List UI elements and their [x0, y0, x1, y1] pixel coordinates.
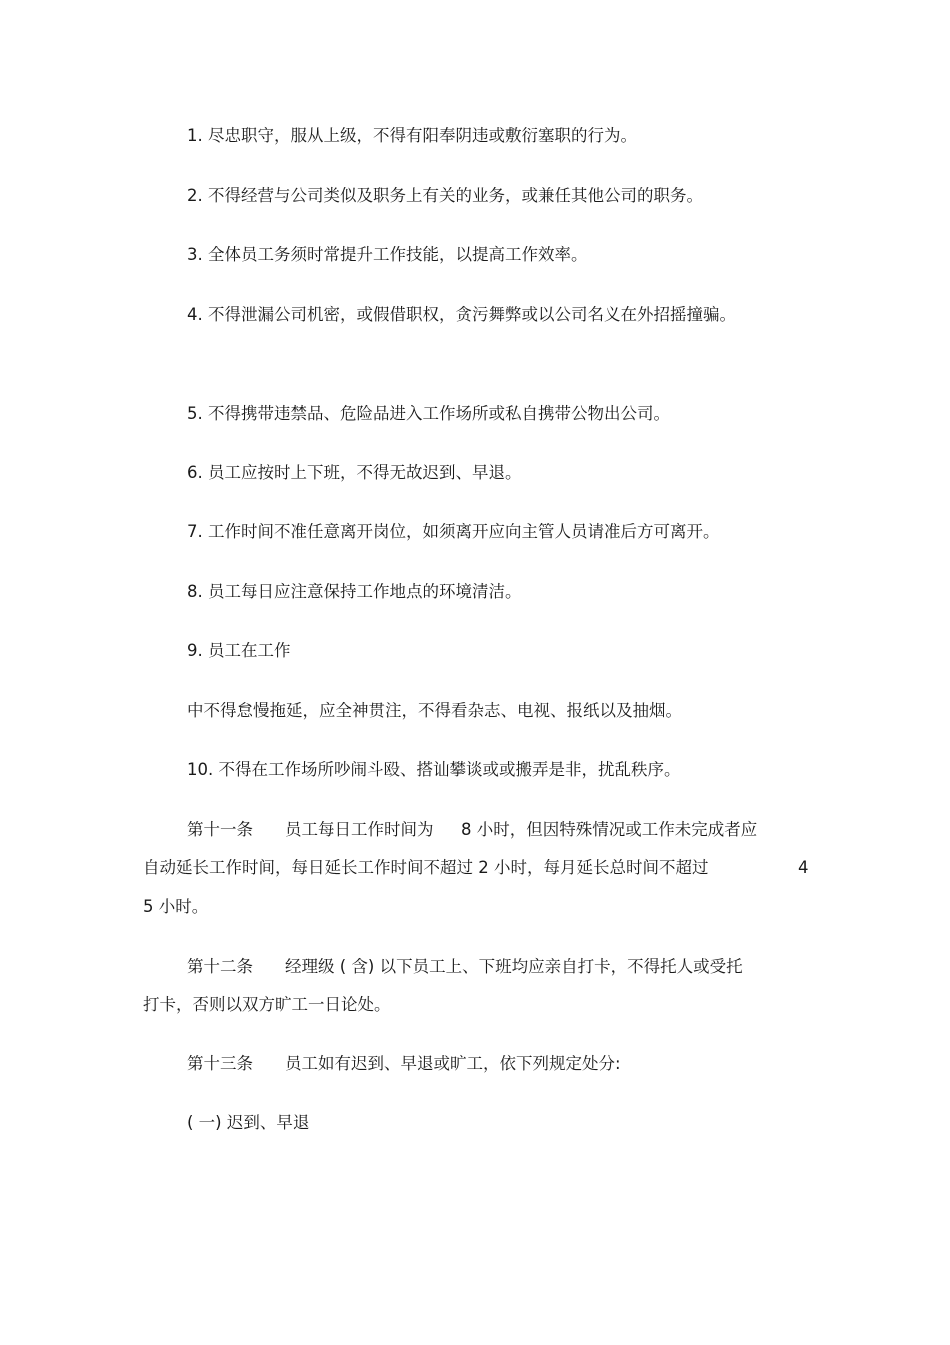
rule-9-continued: 中不得怠慢拖延，应全神贯注，不得看杂志、电视、报纸以及抽烟。 [187, 701, 682, 720]
rule-4: 4. 不得泄漏公司机密，或假借职权，贪污舞弊或以公司名义在外招摇撞骗。 [187, 305, 736, 324]
rule-10: 10. 不得在工作场所吵闹斗殴、搭讪攀谈或或搬弄是非，扰乱秩序。 [187, 760, 681, 779]
rule-2: 2. 不得经营与公司类似及职务上有关的业务，或兼任其他公司的职务。 [187, 186, 703, 205]
rule-8: 8. 员工每日应注意保持工作地点的环境清洁。 [187, 582, 522, 601]
rule-1: 1. 尽忠职守，服从上级，不得有阳奉阴违或敷衍塞职的行为。 [187, 126, 637, 145]
article-11-label: 第十一条 [187, 820, 253, 839]
article-12-line-2: 打卡，否则以双方旷工一日论处。 [143, 995, 391, 1014]
article-11-line-2: 自动延长工作时间，每日延长工作时间不超过 2 小时，每月延长总时间不超过 [143, 858, 709, 877]
subsection-heading: ( 一) 迟到、早退 [187, 1113, 310, 1132]
article-12-label: 第十二条 [187, 957, 253, 976]
rule-9: 9. 员工在工作 [187, 641, 291, 660]
article-12-line-1: 经理级 ( 含) 以下员工上、下班均应亲自打卡，不得托人或受托 [285, 957, 743, 976]
rule-6: 6. 员工应按时上下班，不得无故迟到、早退。 [187, 463, 522, 482]
article-11-text-a: 员工每日工作时间为 [285, 820, 434, 839]
rule-5: 5. 不得携带违禁品、危险品进入工作场所或私自携带公物出公司。 [187, 404, 670, 423]
article-11-line-3: 5 小时。 [143, 897, 209, 916]
rule-3: 3. 全体员工务须时常提升工作技能，以提高工作效率。 [187, 245, 588, 264]
article-11-text-b: 8 小时，但因特殊情况或工作未完成者应 [461, 820, 758, 839]
article-13-line-1: 员工如有迟到、早退或旷工，依下列规定处分: [285, 1054, 621, 1073]
article-11-line-2-number: 4 [798, 858, 809, 877]
article-13-label: 第十三条 [187, 1054, 253, 1073]
rule-7: 7. 工作时间不准任意离开岗位，如须离开应向主管人员请准后方可离开。 [187, 522, 720, 541]
